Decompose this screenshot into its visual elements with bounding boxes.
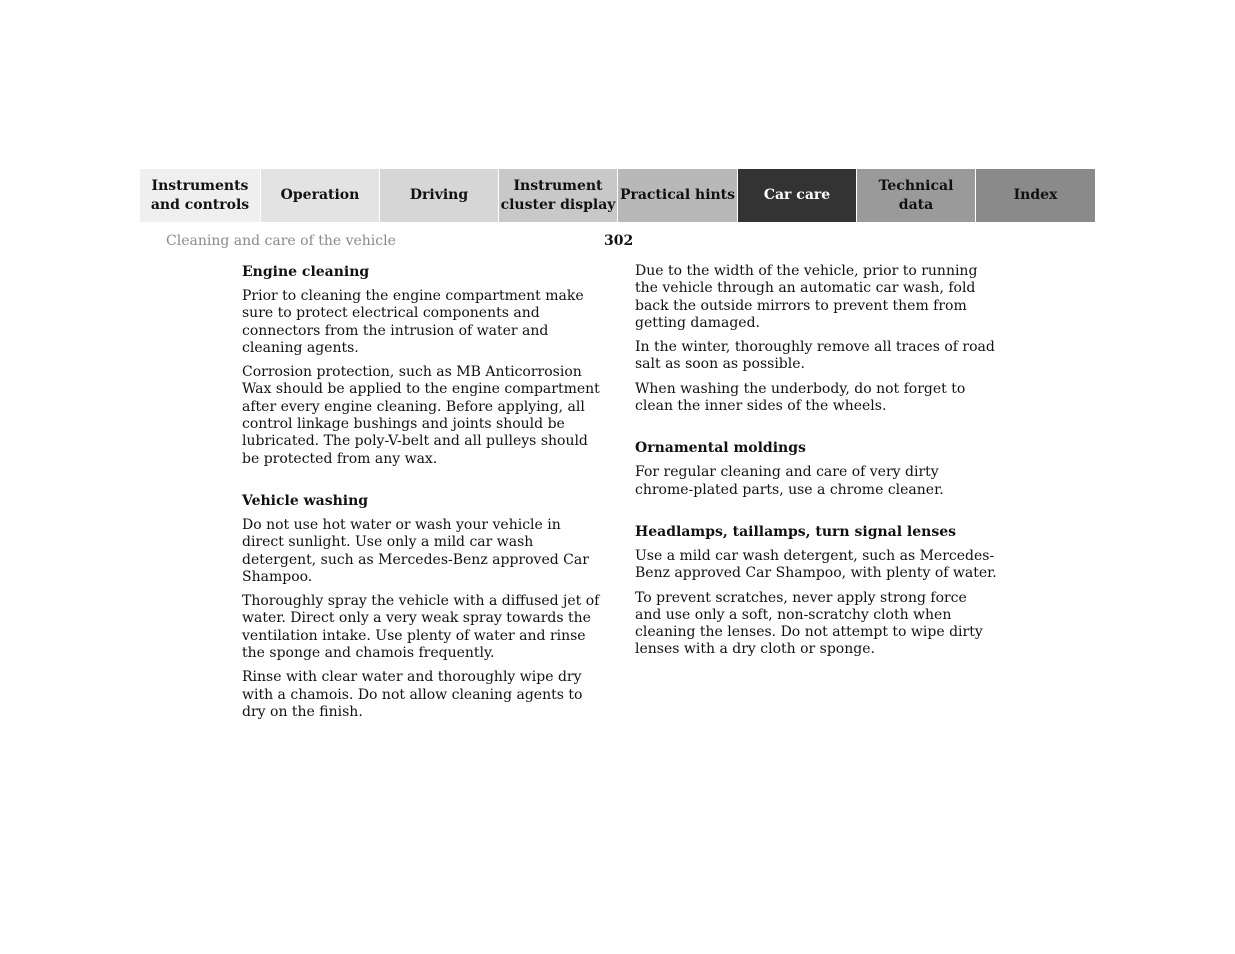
running-head: Cleaning and care of the vehicle (166, 233, 396, 249)
tab-driving[interactable]: Driving (379, 169, 498, 222)
tab-instruments-and-controls[interactable]: Instruments and controls (140, 169, 260, 222)
tab-index[interactable]: Index (975, 169, 1095, 222)
paragraph: When washing the underbody, do not forget to clean the inner sides of the wheels. (635, 380, 966, 415)
paragraph: Rinse with clear water and thoroughly wipe dry with a chamois. Do not allow cleaning agents to dry on the finish. (242, 669, 583, 720)
ornamental-moldings-section (635, 439, 997, 499)
car-wash-notes-section (635, 263, 997, 415)
paragraph: To prevent scratches, never apply strong force and use only a soft, non-scratchy cloth when cleaning the lenses. Do not attempt to wipe dirty lenses with a dry cloth or sponge. (635, 589, 983, 658)
section-heading: Headlamps, taillamps, turn signal lenses (635, 523, 956, 540)
section-heading: Ornamental moldings (635, 440, 806, 457)
paragraph: Due to the width of the vehicle, prior to running the vehicle through an automatic car wash, fold back the outside mirrors to prevent them from getting damaged. (635, 263, 978, 331)
tab-practical-hints[interactable]: Practical hints (617, 169, 737, 222)
vehicle-washing-section (242, 492, 604, 721)
left-column (242, 263, 604, 728)
paragraph: In the winter, thoroughly remove all traces of road salt as soon as possible. (635, 339, 995, 373)
tab-instrument-cluster-display[interactable]: Instrument cluster display (498, 169, 617, 222)
section-heading: Vehicle washing (242, 492, 369, 509)
page-number: 302 (604, 233, 634, 249)
paragraph: Corrosion protection, such as MB Anticorrosion Wax should be applied to the engine compartment after every engine cleaning. Before applying, all control linkage bushings and joints should be lubricated. The poly-V-belt and all pulleys should be protected from any wax. (242, 364, 600, 467)
paragraph: Thoroughly spray the vehicle with a diffused jet of water. Direct only a very weak spray towards the ventilation intake. Use plenty of water and rinse the sponge and chamois frequently. (242, 593, 600, 662)
tab-car-care[interactable]: Car care (737, 169, 856, 222)
headlamps-section (635, 523, 997, 659)
paragraph: Use a mild car wash detergent, such as Mercedes-Benz approved Car Shampoo, with plenty of water. (635, 547, 997, 582)
tab-technical-data[interactable]: Technical data (856, 169, 975, 222)
paragraph: For regular cleaning and care of very dirty chrome-plated parts, use a chrome cleaner. (635, 464, 944, 498)
tab-operation[interactable]: Operation (260, 169, 379, 222)
paragraph: Do not use hot water or wash your vehicle in direct sunlight. Use only a mild car wash detergent, such as Mercedes-Benz approved Car Shampoo. (242, 516, 589, 585)
section-tab-bar (140, 169, 1095, 222)
engine-cleaning-section (242, 263, 604, 468)
right-column (635, 263, 997, 666)
paragraph: Prior to cleaning the engine compartment make sure to protect electrical components and connectors from the intrusion of water and cleaning agents. (242, 288, 584, 356)
section-heading: Engine cleaning (242, 264, 370, 280)
